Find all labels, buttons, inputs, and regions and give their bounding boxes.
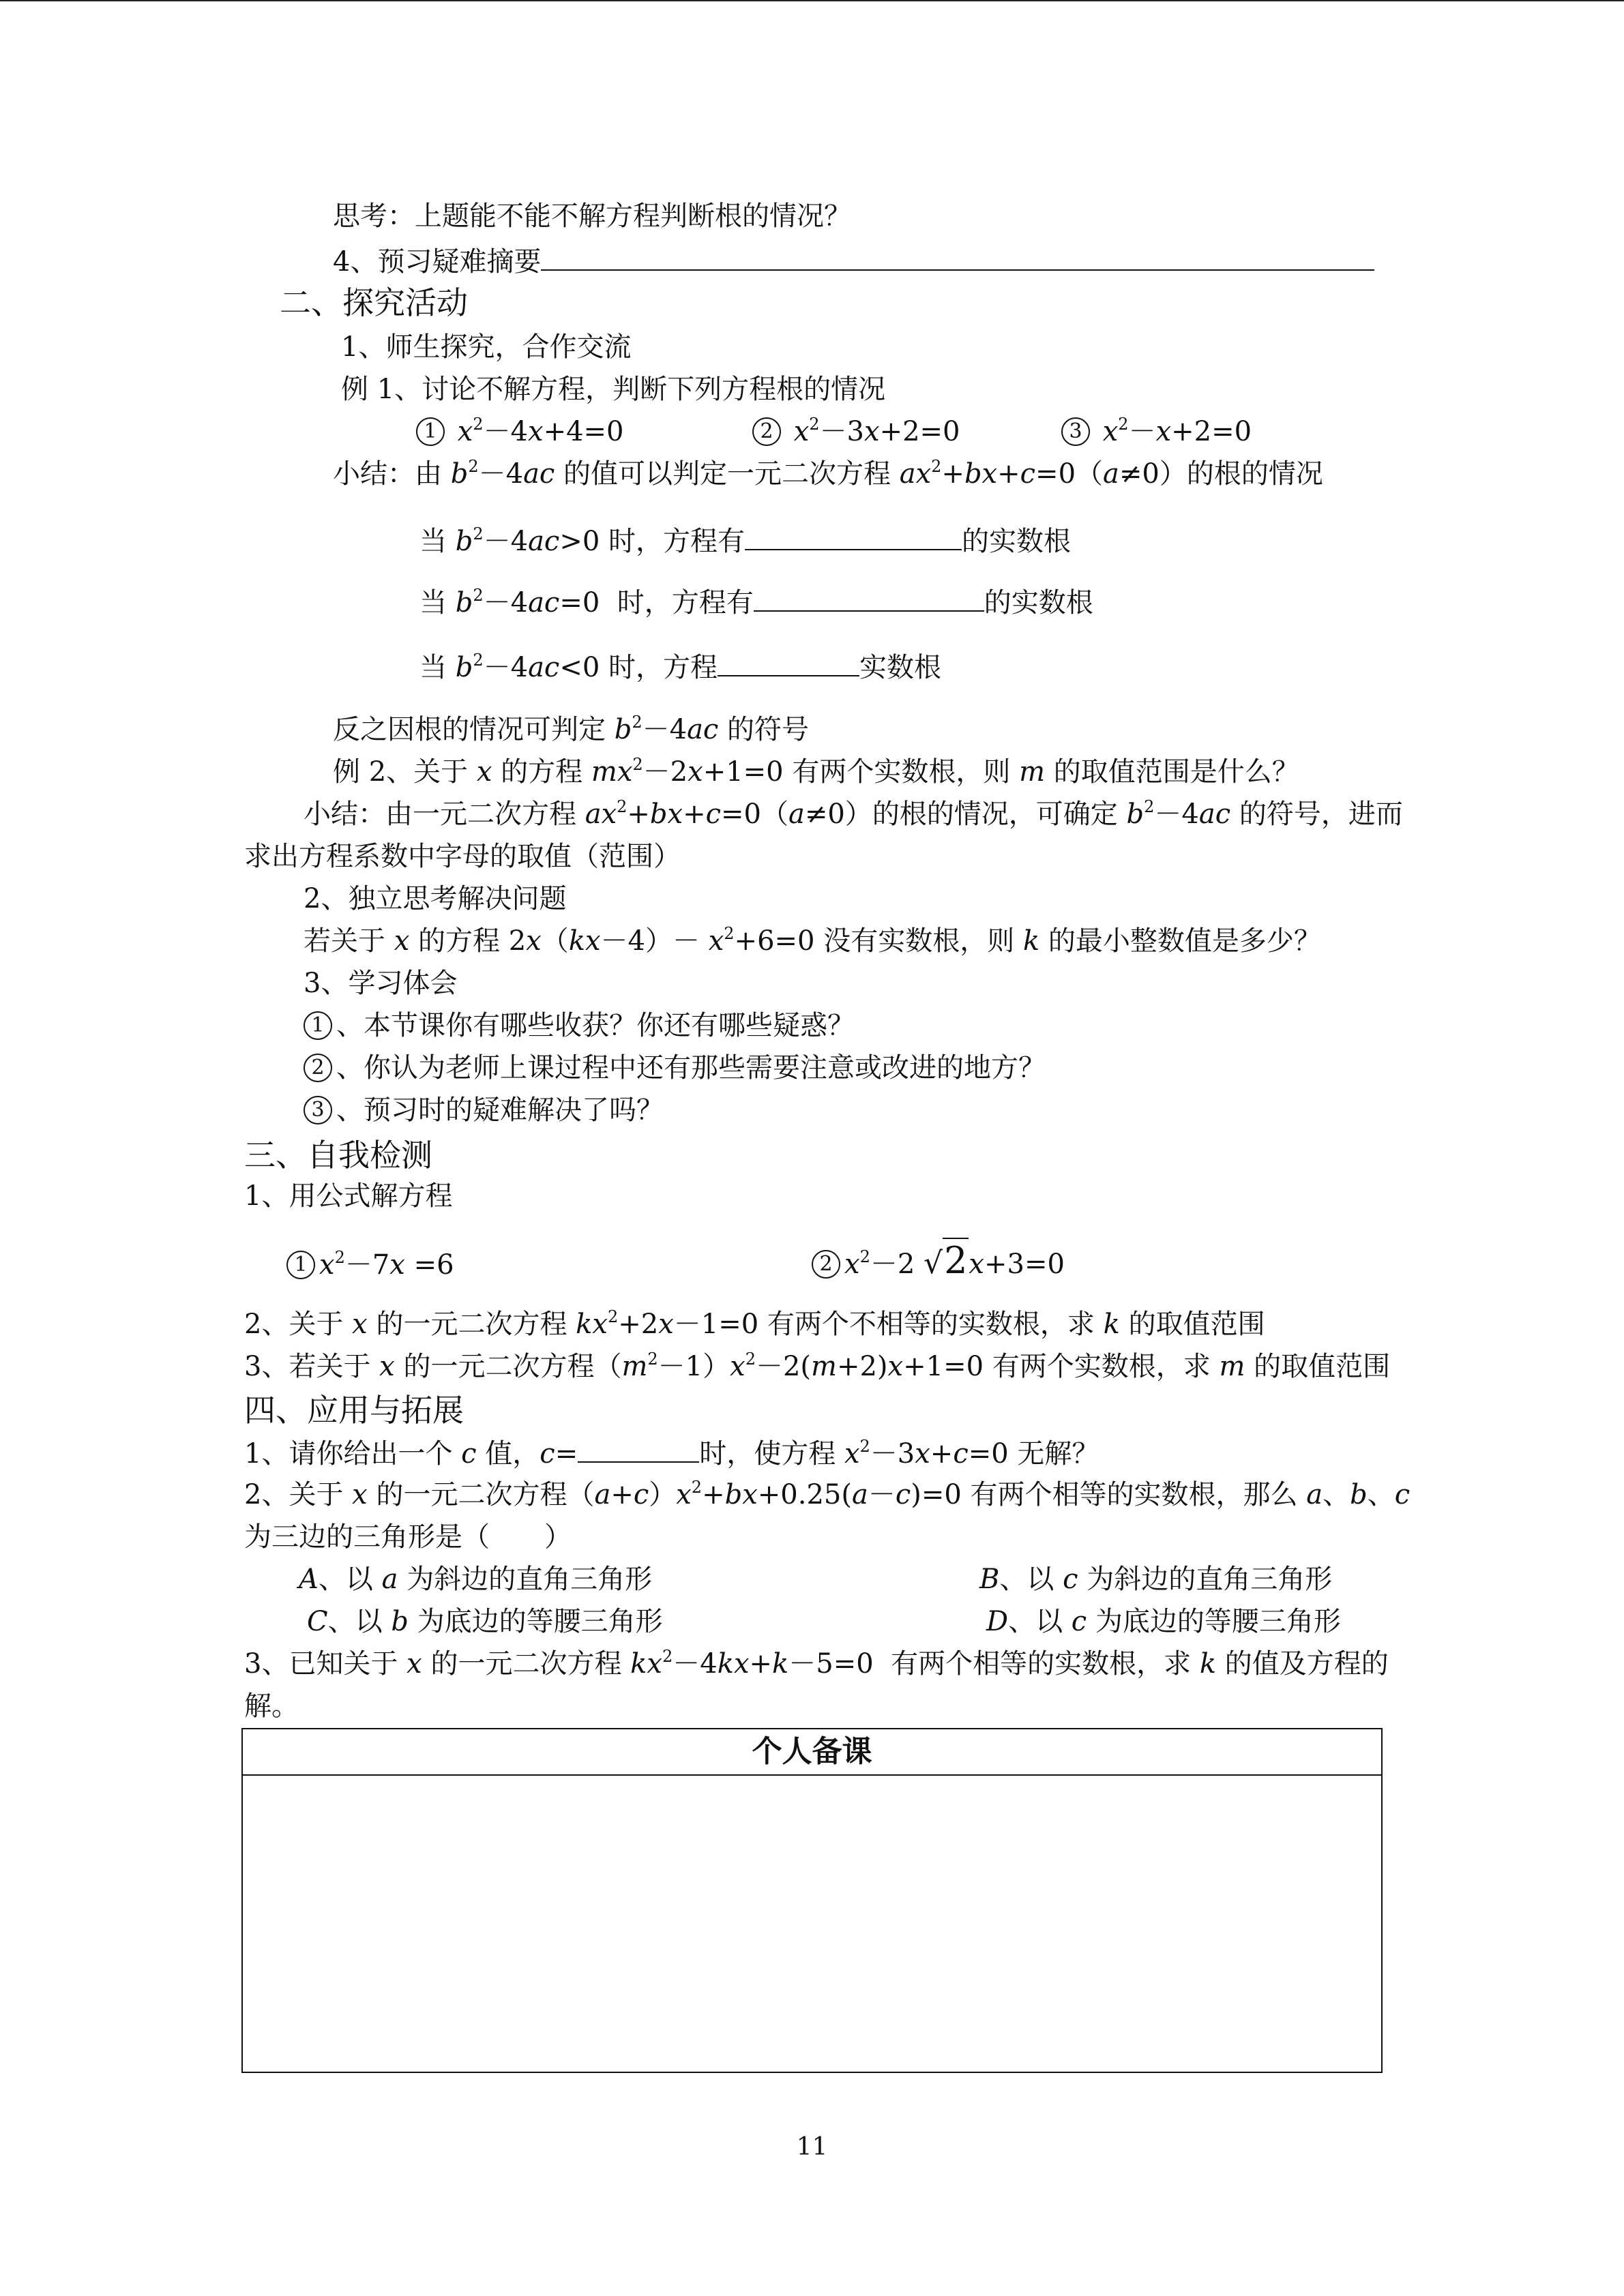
section-2-title: 二、探究活动: [280, 284, 468, 321]
option-b: B、以 c 为斜边的直角三角形: [979, 1564, 1333, 1595]
reflection-item: 1 、本节课你有哪些收获？你还有哪些疑惑？: [304, 1007, 855, 1044]
answer-blank: [578, 1434, 699, 1463]
self-test-eq-2: 2 $x^2-2$ √2x+3=0: [812, 1242, 1065, 1283]
answer-blank: [754, 583, 984, 612]
option-c: C、以 b 为底边的等腰三角形: [307, 1606, 663, 1637]
subsection-2-question: 若关于 x 的方程 $2x(kx-4)- x^2+6=0$ 没有实数根，则 k 的最小整数值是多少？: [304, 924, 1321, 957]
personal-prep-title: 个人备课: [243, 1729, 1381, 1776]
section-4-title: 四、应用与拓展: [244, 1392, 464, 1429]
think-question: 思考：上题能不能不解方程判断根的情况？: [333, 200, 851, 232]
equation-3: 3 $x^2-x+2=0$: [1061, 413, 1252, 450]
summary-2: 小结：由一元二次方程 $ax^2+bx+c=0(a\ne 0)$的根的情况，可确定 $b^2-4ac$ 的符号，进而: [304, 797, 1403, 830]
extend-q3-cont: 解。: [244, 1690, 299, 1722]
personal-prep-box: [241, 1728, 1383, 2073]
circled-number: 1: [304, 1011, 332, 1040]
extend-q2: 2、关于 x 的一元二次方程$(a+c)x^2+bx+0.25(a-c)=0$ 有两个相等的实数根，那么 a、b、c: [244, 1478, 1411, 1510]
condition-positive: 当 $b^2-4ac>0$ 时，方程有 的实数根: [419, 522, 1071, 560]
sqrt-symbol: √2: [924, 1239, 968, 1282]
answer-blank: [718, 648, 859, 676]
circled-number: 1: [286, 1251, 315, 1279]
preview-difficulty: 4、预习疑难摘要: [333, 242, 1374, 280]
self-test-q3: 3、若关于 x 的一元二次方程$(m^2-1)x^2-2(m+2)x+1=0$ 有两个实数根，求 m 的取值范围: [244, 1350, 1391, 1382]
answer-blank: [541, 242, 1374, 271]
example-2: 例 2、关于 x 的方程 $mx^2-2x+1=0$ 有两个实数根，则 m 的取值范围是什么？: [333, 755, 1299, 788]
page-top-border: [0, 0, 1624, 1]
extend-q2-cont: 为三边的三角形是（ ）: [244, 1521, 572, 1553]
subsection-3: 3、学习体会: [304, 968, 458, 999]
self-test-q1: 1、用公式解方程: [244, 1180, 453, 1212]
answer-blank: [745, 522, 962, 550]
option-d: D、以 c 为底边的等腰三角形: [986, 1606, 1341, 1637]
page-number: 11: [796, 2133, 828, 2161]
condition-zero: 当 $b^2-4ac=0$ 时，方程有 的实数根: [419, 583, 1093, 621]
self-test-eq-1: 1 $x^2-7x =6$: [286, 1247, 454, 1283]
circled-number: 3: [1061, 417, 1090, 446]
subsection-1: 1、师生探究，合作交流: [341, 331, 632, 363]
personal-prep-area[interactable]: [243, 1776, 1381, 2073]
reflection-item: 2 、你认为老师上课过程中还有那些需要注意或改进的地方？: [304, 1049, 1046, 1086]
condition-negative: 当 $b^2-4ac<0$ 时，方程 实数根: [419, 648, 941, 686]
summary-1: 小结：由 $b^2-4ac$ 的值可以判定一元二次方程 $ax^2+bx+c=0(a\ne 0)$的根的情况: [333, 457, 1323, 490]
equation-2: 2 $x^2-3x+2=0$: [752, 413, 960, 450]
self-test-q2: 2、关于 x 的一元二次方程 $kx^2+2x-1=0$ 有两个不相等的实数根，求 k 的取值范围: [244, 1307, 1265, 1340]
reverse-note: 反之因根的情况可判定 $b^2-4ac$ 的符号: [333, 713, 810, 745]
example-1: 例 1、讨论不解方程，判断下列方程根的情况: [341, 374, 886, 405]
circled-number: 2: [752, 417, 781, 446]
circled-number: 2: [304, 1054, 332, 1082]
subsection-2: 2、独立思考解决问题: [304, 883, 567, 914]
reflection-item: 3 、预习时的疑难解决了吗？: [304, 1092, 664, 1129]
summary-2-cont: 求出方程系数中字母的取值（范围）: [244, 841, 681, 872]
circled-number: 3: [304, 1096, 332, 1124]
circled-number: 2: [812, 1250, 840, 1279]
extend-q3: 3、已知关于 x 的一元二次方程 $kx^2-4kx+k-5=0$ 有两个相等的实数根，求 k 的值及方程的: [244, 1647, 1389, 1680]
equation-1: 1 $x^2-4x+4=0$: [416, 413, 624, 450]
option-a: A、以 a 为斜边的直角三角形: [299, 1564, 653, 1595]
section-3-title: 三、自我检测: [244, 1137, 432, 1174]
extend-q1: 1、请你给出一个 c 值，c= 时，使方程 $x^2-3x+c=0$ 无解？: [244, 1434, 1099, 1472]
circled-number: 1: [416, 417, 445, 446]
